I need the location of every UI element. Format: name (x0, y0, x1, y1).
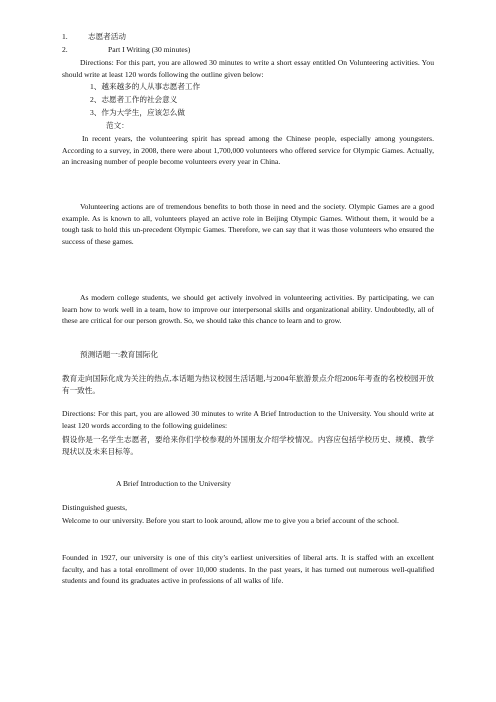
item-1-text: 志愿者活动 (88, 32, 126, 41)
essay-1-paragraph-1: In recent years, the volunteering spirit has spread among the Chinese people, especially among youngsters. According to a survey, in 2008, there were about 1,700,000 volunteers who offered service for Olympic Games. Actually, an increasing number of people become volunteers every year in China. (62, 134, 434, 167)
essay-1-paragraph-2: Volunteering actions are of tremendous benefits to both those in need and the society. Olympic Games are a good example. As is known to all, volunteers played an active role in Beijing Olympic Games. Without them, it would be a tough task to hold this un-precedent Olympic Games. Therefore, we can say that it was those volunteers who ensured the success of these games. (62, 202, 434, 246)
essay-1-paragraph-3: As modern college students, we should get actively involved in volunteering activities. By participating, we can learn how to work well in a team, how to improve our interpersonal skills and organizational ability. Undoubtedly, all of these are critical for our person growth. So, we should take this chance to learn and to grow. (62, 293, 434, 326)
outline-item-2: 2、志愿者工作的社会意义 (90, 95, 178, 104)
outline-item-3: 3、作为大学生，应该怎么做 (90, 108, 185, 117)
topic-heading: 预测话题一:教育国际化 (80, 350, 159, 359)
greeting: Distinguished guests, (62, 503, 127, 512)
item-2-text: Part I Writing (30 minutes) (108, 45, 191, 54)
topic-intro: 教育走向国际化成为关注的热点,本话题为热议校园生活话题,与2004年旅游景点介绍2006年考查的名校校园开放有一致性。 (62, 374, 434, 395)
sample-label: 范文： (106, 121, 129, 130)
outline-item-1: 1、越来越多的人从事志愿者工作 (90, 82, 201, 91)
founded-paragraph: Founded in 1927, our university is one of this city’s earliest universities of liberal arts. It is staffed with an excellent faculty, and has a total enrollment of over 10,000 students. In the past years, it has turned out numerous well-qualified students and found its graduates active in professions of all walks of life. (62, 553, 434, 586)
welcome-paragraph: Welcome to our university. Before you start to look around, allow me to give you a brief account of the school. (62, 516, 399, 525)
essay-2-title: A Brief Introduction to the University (116, 479, 231, 488)
directions-2: Directions: For this part, you are allowed 30 minutes to write A Brief Introduction to the University. You should write at least 120 words according to the following guidelines: (62, 409, 434, 430)
item-2-number: 2. (62, 45, 68, 54)
item-1-number: 1. (62, 32, 68, 41)
guidelines-chinese: 假设你是一名学生志愿者，要给来你们学校参观的外国朋友介绍学校情况。内容应包括学校历史、规模、教学现状以及未来目标等。 (62, 435, 434, 456)
directions-1: Directions: For this part, you are allowed 30 minutes to write a short essay entitled On Volunteering activities. You should write at least 120 words following the outline given below: (62, 58, 434, 79)
